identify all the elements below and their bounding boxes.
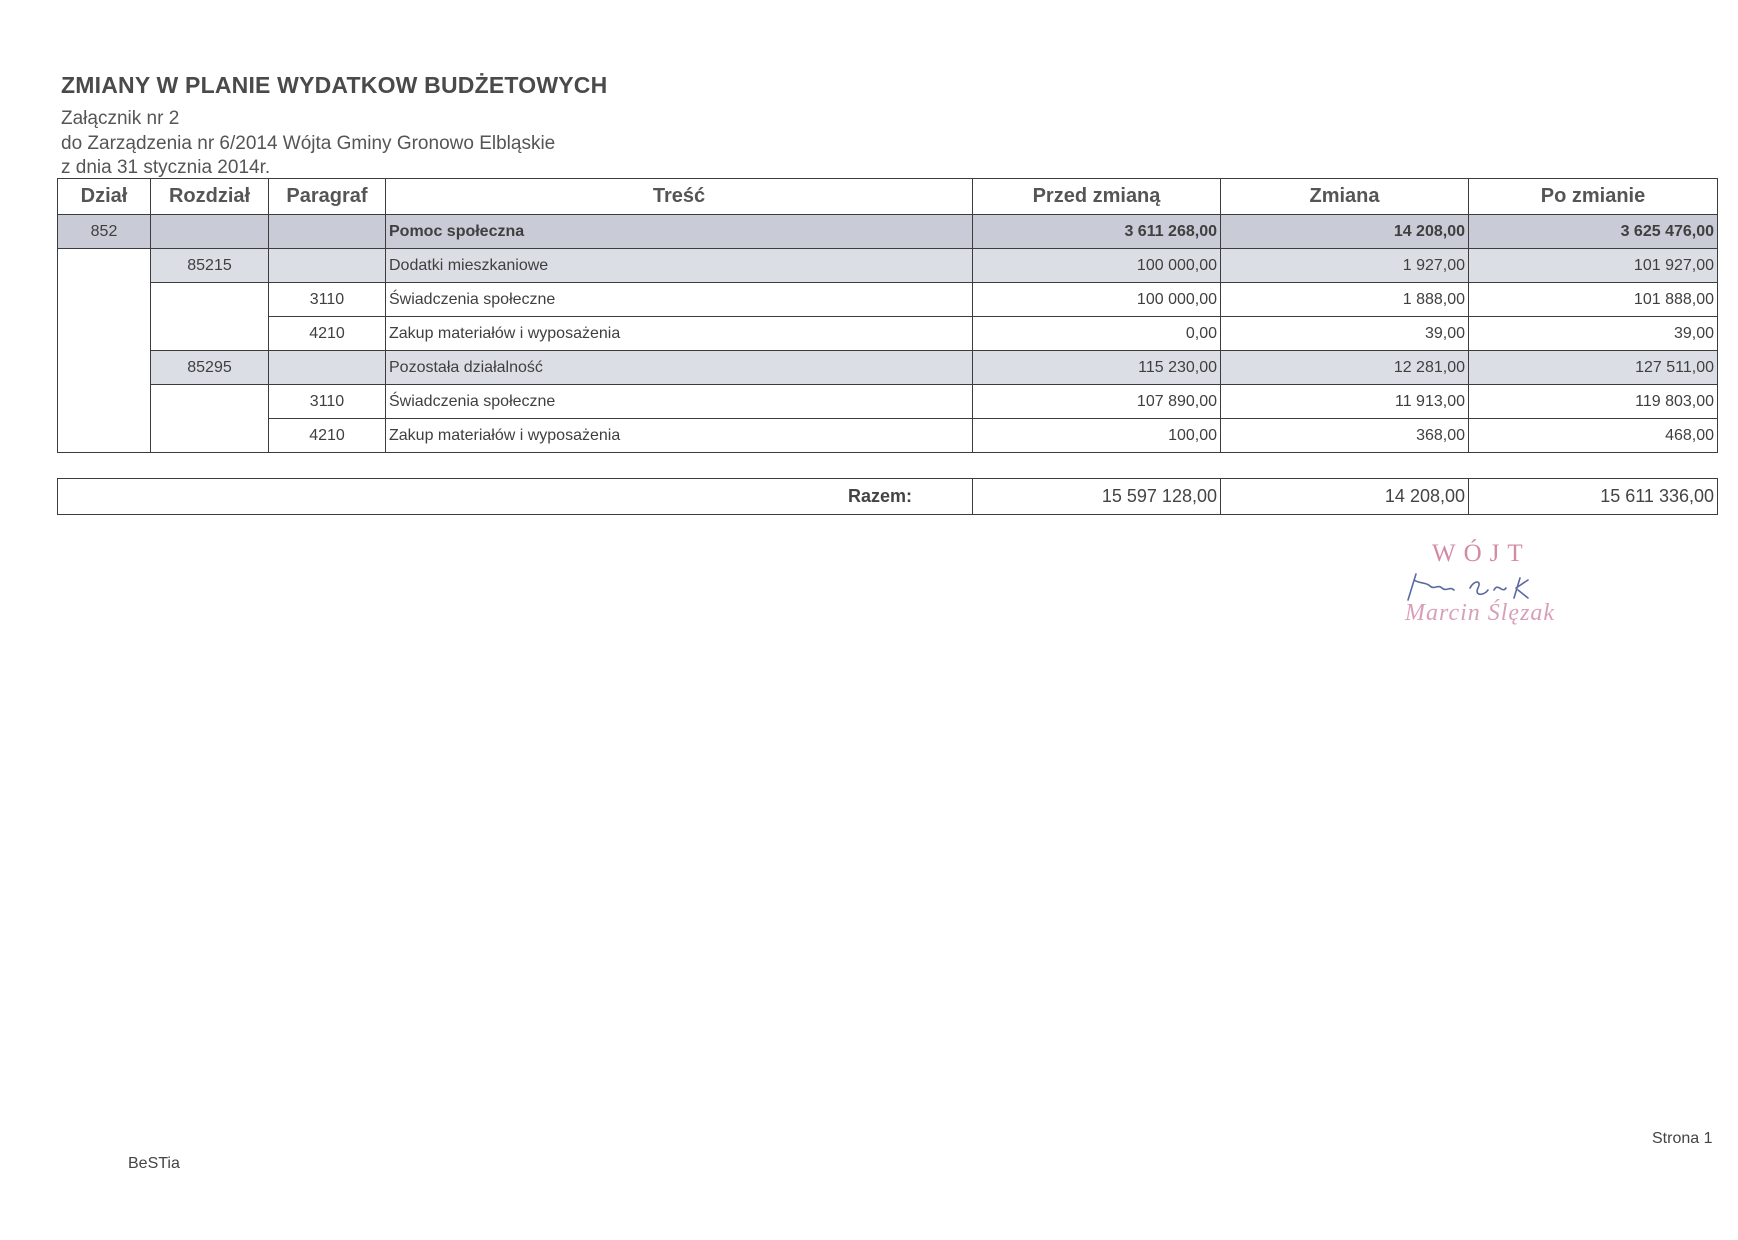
cell-rozdzial: [151, 215, 269, 249]
ordinance-date: z dnia 31 stycznia 2014r.: [61, 157, 271, 178]
stamp-title: WÓJT: [1432, 540, 1531, 567]
cell-tresc: Zakup materiałów i wyposażenia: [386, 317, 973, 351]
document-title: ZMIANY W PLANIE WYDATKOW BUDŻETOWYCH: [61, 72, 608, 98]
table-row: [58, 317, 1718, 351]
ordinance-reference: do Zarządzenia nr 6/2014 Wójta Gminy Gronowo Elbląskie: [61, 133, 556, 154]
cell-po: 127 511,00: [1469, 351, 1718, 385]
table-row: [58, 249, 1718, 283]
cell-przed: 100 000,00: [973, 249, 1221, 283]
cell-tresc: Dodatki mieszkaniowe: [386, 249, 973, 283]
cell-paragraf: 4210: [269, 419, 386, 453]
cell-przed: 0,00: [973, 317, 1221, 351]
cell-po: 39,00: [1469, 317, 1718, 351]
cell-paragraf: [269, 351, 386, 385]
cell-tresc: Świadczenia społeczne: [386, 283, 973, 317]
cell-przed: 100 000,00: [973, 283, 1221, 317]
cell-zmiana: 368,00: [1221, 419, 1469, 453]
cell-zmiana: 1 927,00: [1221, 249, 1469, 283]
cell-paragraf: [269, 249, 386, 283]
header-tresc: Treść: [386, 179, 973, 215]
total-table: [57, 478, 1718, 515]
cell-po: 3 625 476,00: [1469, 215, 1718, 249]
footer-software: BeSTia: [128, 1155, 180, 1172]
cell-rozdzial: 85295: [151, 351, 269, 385]
cell-tresc: Świadczenia społeczne: [386, 385, 973, 419]
cell-zmiana: 39,00: [1221, 317, 1469, 351]
table-row: [58, 419, 1718, 453]
cell-rozdzial-span: [151, 385, 269, 453]
budget-table: [57, 178, 1718, 453]
cell-dzial-span: [58, 249, 151, 453]
stamp-name: Marcin Ślęzak: [1405, 600, 1556, 626]
header-dzial: Dział: [58, 179, 151, 215]
cell-paragraf: [269, 215, 386, 249]
page-number: Strona 1: [1652, 1130, 1713, 1147]
cell-po: 101 888,00: [1469, 283, 1718, 317]
cell-paragraf: 3110: [269, 385, 386, 419]
cell-paragraf: 4210: [269, 317, 386, 351]
header-paragraf: Paragraf: [269, 179, 386, 215]
total-zmiana: 14 208,00: [1221, 479, 1469, 515]
attachment-number: Załącznik nr 2: [61, 108, 180, 129]
cell-zmiana: 14 208,00: [1221, 215, 1469, 249]
table-header-row: [58, 179, 1718, 215]
total-po: 15 611 336,00: [1469, 479, 1718, 515]
cell-rozdzial-span: [151, 283, 269, 351]
cell-dzial: 852: [58, 215, 151, 249]
cell-zmiana: 1 888,00: [1221, 283, 1469, 317]
header-rozdzial: Rozdział: [151, 179, 269, 215]
cell-przed: 3 611 268,00: [973, 215, 1221, 249]
cell-zmiana: 12 281,00: [1221, 351, 1469, 385]
header-przed-zmiana: Przed zmianą: [973, 179, 1221, 215]
total-label: Razem:: [58, 479, 973, 515]
cell-tresc: Pomoc społeczna: [386, 215, 973, 249]
cell-po: 119 803,00: [1469, 385, 1718, 419]
cell-paragraf: 3110: [269, 283, 386, 317]
table-row: [58, 283, 1718, 317]
header-zmiana: Zmiana: [1221, 179, 1469, 215]
cell-przed: 100,00: [973, 419, 1221, 453]
cell-tresc: Pozostała działalność: [386, 351, 973, 385]
cell-po: 468,00: [1469, 419, 1718, 453]
cell-rozdzial: 85215: [151, 249, 269, 283]
table-row: [58, 385, 1718, 419]
header-po-zmianie: Po zmianie: [1469, 179, 1718, 215]
total-przed: 15 597 128,00: [973, 479, 1221, 515]
cell-przed: 115 230,00: [973, 351, 1221, 385]
table-row: [58, 215, 1718, 249]
total-row: [58, 479, 1718, 515]
cell-zmiana: 11 913,00: [1221, 385, 1469, 419]
cell-przed: 107 890,00: [973, 385, 1221, 419]
cell-tresc: Zakup materiałów i wyposażenia: [386, 419, 973, 453]
cell-po: 101 927,00: [1469, 249, 1718, 283]
table-row: [58, 351, 1718, 385]
